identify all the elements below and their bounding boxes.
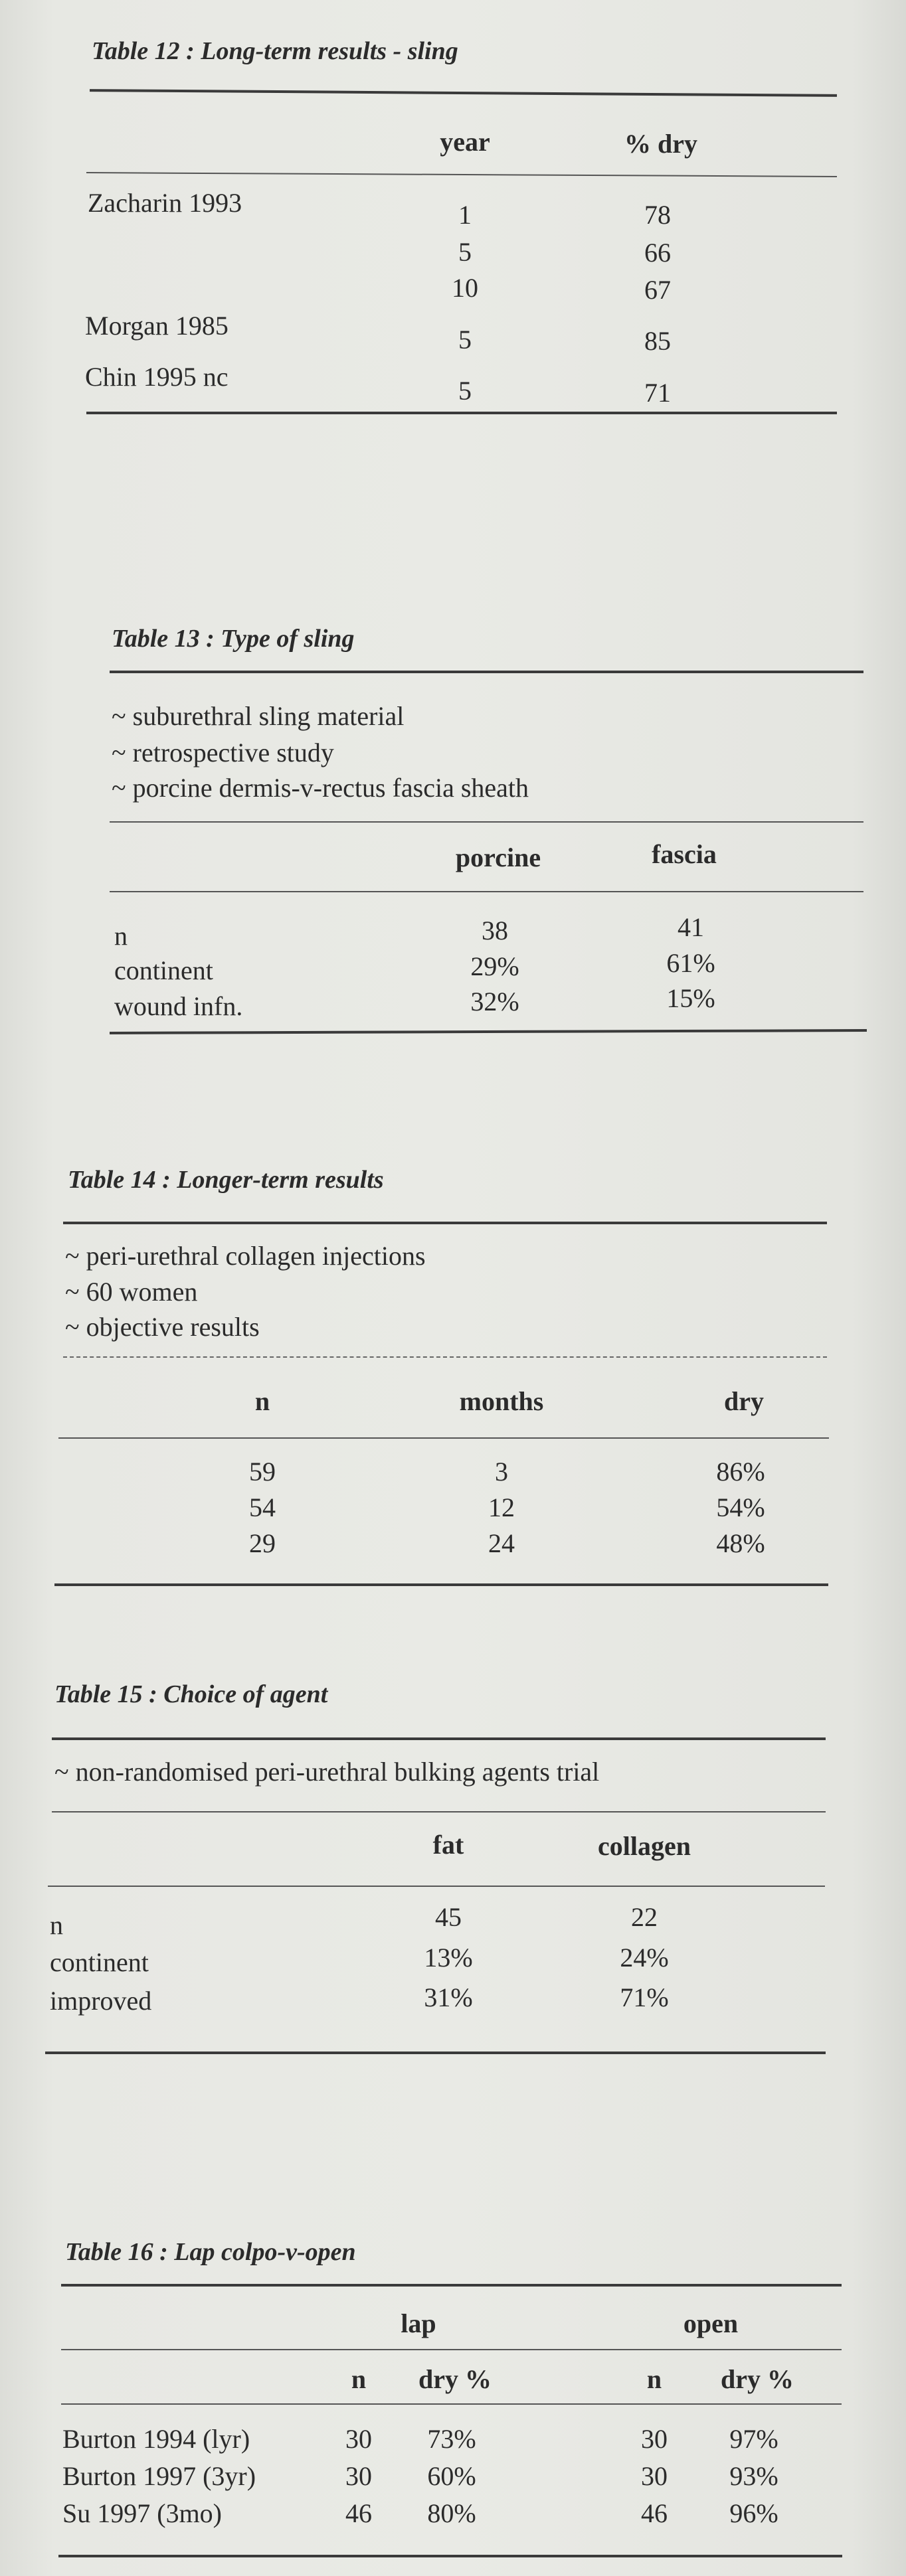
note-line: ~ retrospective study: [112, 738, 334, 767]
row-label: Morgan 1985: [85, 311, 228, 341]
table-cell: 46: [345, 2498, 372, 2528]
group-header: lap: [401, 2308, 436, 2338]
table-cell: 59: [249, 1457, 276, 1487]
table-rule: [90, 89, 837, 97]
table-title: Table 12 : Long-term results - sling: [92, 37, 458, 65]
table-cell: 66: [644, 238, 671, 268]
table-cell: 71: [644, 378, 671, 408]
table-cell: 80%: [427, 2498, 476, 2528]
table-cell: 30: [345, 2461, 372, 2491]
column-header: year: [440, 127, 490, 157]
note-line: ~ objective results: [65, 1312, 260, 1342]
table-rule: [86, 412, 837, 414]
table-rule: [52, 1811, 826, 1812]
column-header: n: [254, 1386, 270, 1416]
table-rule: [52, 1737, 826, 1740]
table-cell: 10: [452, 273, 478, 303]
table-rule: [63, 1222, 827, 1224]
note-line: ~ non-randomised peri-urethral bulking agents trial: [54, 1757, 600, 1787]
table-cell: 24%: [620, 1943, 669, 1972]
column-header: months: [459, 1386, 544, 1416]
row-label: continent: [50, 1947, 149, 1977]
table-cell: 31%: [424, 1982, 473, 2012]
table-rule: [86, 172, 837, 177]
table-rule: [48, 1886, 825, 1887]
column-header: dry: [724, 1386, 764, 1416]
group-header: open: [683, 2308, 739, 2338]
table-rule: [61, 2284, 842, 2287]
table-cell: 22: [631, 1902, 658, 1932]
table-cell: 3: [495, 1457, 508, 1487]
table-cell: 61%: [666, 948, 715, 978]
column-header: porcine: [455, 843, 541, 872]
note-line: ~ porcine dermis-v-rectus fascia sheath: [112, 773, 529, 803]
table-title: Table 14 : Longer-term results: [68, 1166, 384, 1194]
table-rule: [110, 821, 863, 823]
row-label: Burton 1994 (lyr): [62, 2424, 250, 2454]
note-line: ~ suburethral sling material: [112, 701, 405, 731]
row-label: n: [114, 921, 128, 951]
table-cell: 54: [249, 1492, 276, 1522]
table-cell: 67: [644, 275, 671, 305]
column-header: % dry: [624, 129, 697, 159]
table-cell: 41: [678, 912, 704, 942]
table-cell: 24: [488, 1528, 515, 1558]
row-label: Chin 1995 nc: [85, 362, 228, 392]
table-rule: [58, 2555, 842, 2557]
table-rule: [61, 2403, 842, 2405]
table-cell: 73%: [427, 2424, 476, 2454]
table-rule: [110, 671, 863, 673]
table-cell: 45: [435, 1902, 462, 1932]
table-rule: [110, 1029, 867, 1034]
column-header: dry %: [418, 2364, 492, 2394]
table-cell: 5: [458, 325, 472, 355]
table-cell: 85: [644, 326, 671, 356]
table-rule: [63, 1356, 827, 1358]
table-cell: 48%: [716, 1528, 765, 1558]
table-cell: 54%: [716, 1492, 765, 1522]
table-rule: [54, 1583, 828, 1586]
row-label: Burton 1997 (3yr): [62, 2461, 256, 2491]
table-rule: [58, 1437, 829, 1439]
table-cell: 93%: [729, 2461, 778, 2491]
column-header: dry %: [721, 2364, 794, 2394]
table-cell: 71%: [620, 1982, 669, 2012]
column-header: n: [646, 2364, 662, 2394]
table-cell: 5: [458, 376, 472, 406]
table-cell: 30: [641, 2461, 668, 2491]
row-label: n: [50, 1910, 63, 1940]
table-cell: 15%: [666, 983, 715, 1013]
column-header: collagen: [598, 1831, 691, 1861]
row-label: continent: [114, 955, 213, 985]
table-cell: 86%: [716, 1457, 765, 1487]
table-cell: 29%: [470, 951, 519, 981]
table-cell: 96%: [729, 2498, 778, 2528]
table-rule: [110, 891, 863, 892]
row-label: improved: [50, 1986, 152, 2016]
table-cell: 97%: [729, 2424, 778, 2454]
note-line: ~ 60 women: [65, 1277, 198, 1307]
table-cell: 29: [249, 1528, 276, 1558]
table-cell: 46: [641, 2498, 668, 2528]
table-cell: 30: [641, 2424, 668, 2454]
table-title: Table 15 : Choice of agent: [54, 1680, 328, 1708]
table-cell: 60%: [427, 2461, 476, 2491]
table-cell: 5: [458, 237, 472, 267]
column-header: fat: [432, 1830, 464, 1860]
table-cell: 1: [458, 200, 472, 230]
row-label: wound infn.: [114, 991, 243, 1021]
table-cell: 32%: [470, 987, 519, 1016]
table-cell: 13%: [424, 1943, 473, 1972]
table-title: Table 16 : Lap colpo-v-open: [65, 2238, 356, 2266]
table-rule: [45, 2052, 826, 2054]
row-label: Su 1997 (3mo): [62, 2498, 222, 2528]
table-cell: 12: [488, 1492, 515, 1522]
row-label: Zacharin 1993: [88, 188, 242, 218]
table-title: Table 13 : Type of sling: [112, 625, 355, 653]
table-rule: [61, 2349, 842, 2350]
column-header: fascia: [652, 839, 717, 869]
table-cell: 78: [644, 200, 671, 230]
table-cell: 30: [345, 2424, 372, 2454]
note-line: ~ peri-urethral collagen injections: [65, 1241, 426, 1271]
table-cell: 38: [482, 916, 508, 945]
column-header: n: [351, 2364, 367, 2394]
